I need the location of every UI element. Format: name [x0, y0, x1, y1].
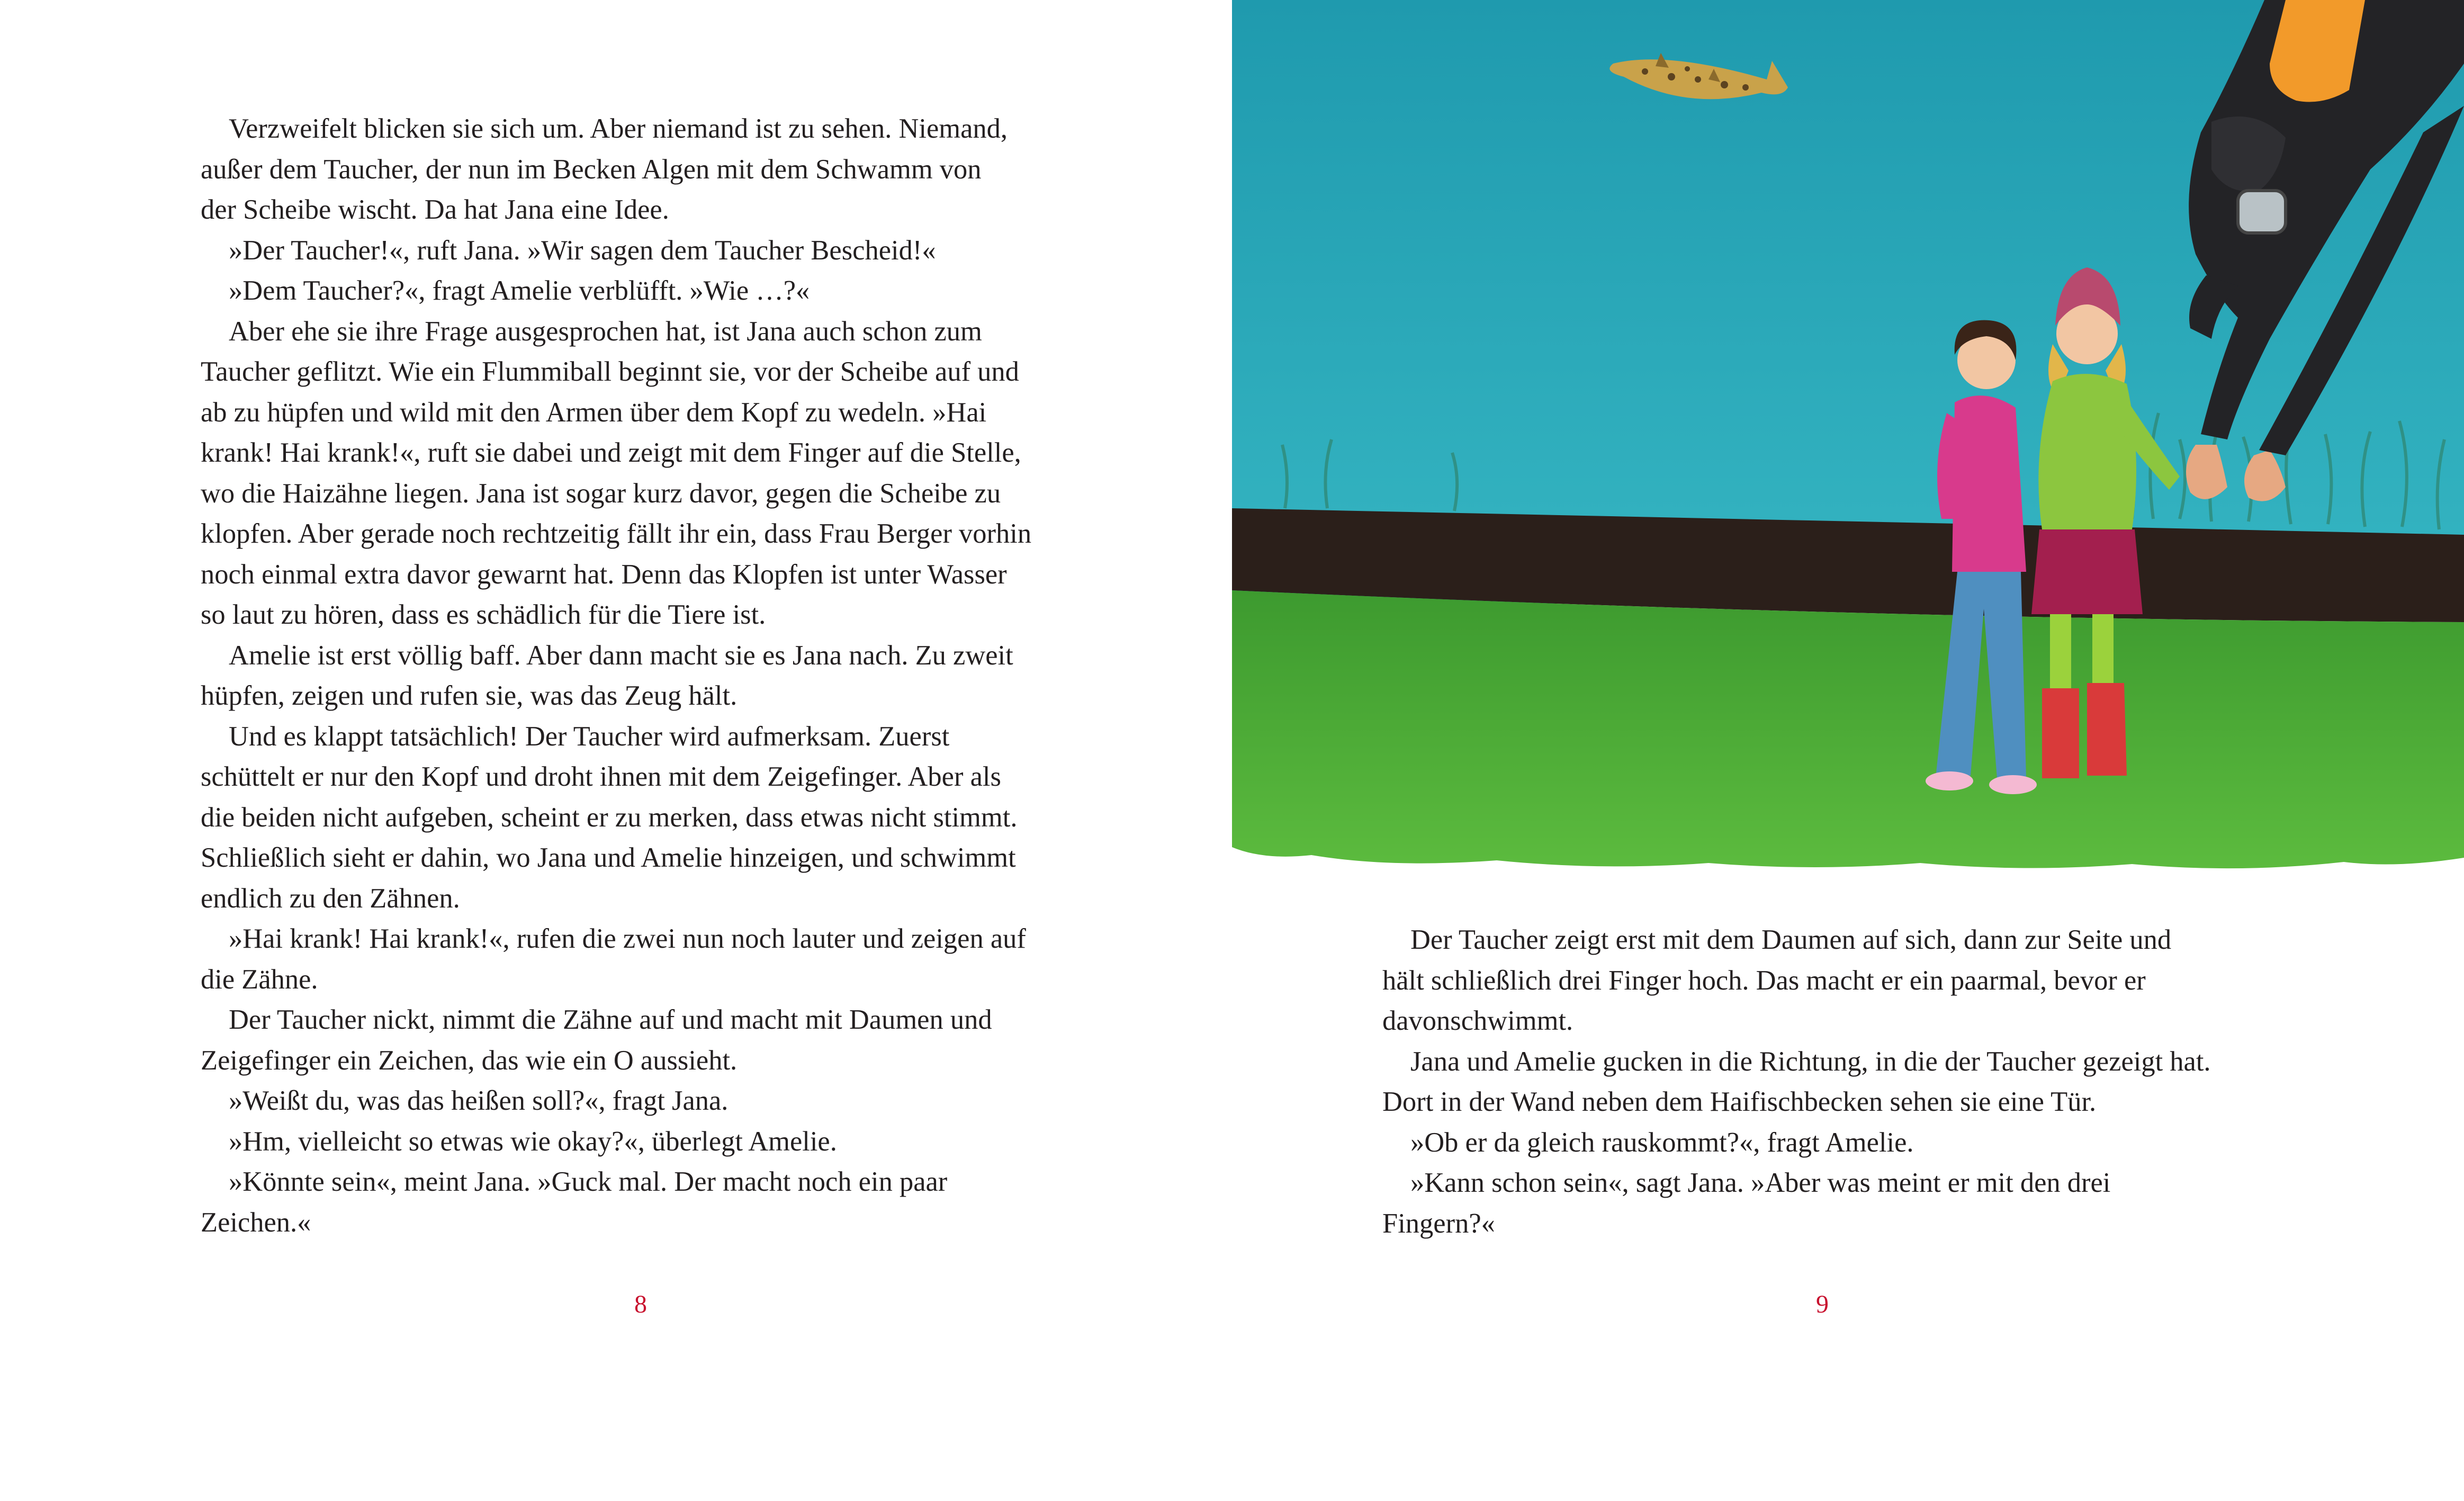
left-page-text-line: Zeichen.« — [201, 1207, 311, 1238]
right-page-text-line: davonschwimmt. — [1382, 1005, 1573, 1036]
right-page-text-line: Fingern?« — [1382, 1208, 1495, 1239]
left-page-text — [201, 109, 1031, 1243]
left-page-text-line: »Hai krank! Hai krank!«, rufen die zwei nun noch lauter und zeigen auf — [229, 923, 1026, 954]
left-page-text-line: Zeigefinger ein Zeichen, das wie ein O aussieht. — [201, 1045, 738, 1076]
left-page-text-line: die beiden nicht aufgeben, scheint er zu merken, dass etwas nicht stimmt. — [201, 802, 1018, 833]
left-page-text-line: Aber ehe sie ihre Frage ausgesprochen hat, ist Jana auch schon zum — [229, 316, 982, 347]
left-page-text-line: »Könnte sein«, meint Jana. »Guck mal. Der macht noch ein paar — [229, 1166, 948, 1197]
left-page-text-line: klopfen. Aber gerade noch rechtzeitig fällt ihr ein, dass Frau Berger vorhin — [201, 518, 1032, 549]
left-page-text-line: die Zähne. — [201, 964, 318, 995]
right-page-text-line: Dort in der Wand neben dem Haifischbecken sehen sie eine Tür. — [1382, 1086, 2097, 1117]
right-page-text-line: hält schließlich drei Finger hoch. Das macht er ein paarmal, bevor er — [1382, 965, 2146, 996]
left-page-text-line: »Dem Taucher?«, fragt Amelie verblüfft. »Wie …?« — [229, 275, 810, 306]
left-page-text-line: »Weißt du, was das heißen soll?«, fragt Jana. — [229, 1085, 729, 1116]
left-page-text-line: endlich zu den Zähnen. — [201, 883, 460, 914]
left-page-text-line: krank! Hai krank!«, ruft sie dabei und zeigt mit dem Finger auf die Stelle, — [201, 437, 1021, 468]
right-page-text-line: Jana und Amelie gucken in die Richtung, in die der Taucher gezeigt hat. — [1410, 1046, 2211, 1077]
left-page-text-line: Der Taucher nickt, nimmt die Zähne auf und macht mit Daumen und — [229, 1004, 992, 1035]
left-page-text-line: wo die Haizähne liegen. Jana ist sogar kurz davor, gegen die Scheibe zu — [201, 478, 1001, 509]
left-page-text-line: »Der Taucher!«, ruft Jana. »Wir sagen dem Taucher Bescheid!« — [229, 235, 936, 266]
left-page-text-line: hüpfen, zeigen und rufen sie, was das Zeug hält. — [201, 680, 738, 711]
left-page-text-line: noch einmal extra davor gewarnt hat. Denn das Klopfen ist unter Wasser — [201, 559, 1007, 590]
right-page-text-line: »Kann schon sein«, sagt Jana. »Aber was meint er mit den drei — [1410, 1167, 2111, 1198]
left-page-text-line: »Hm, vielleicht so etwas wie okay?«, überlegt Amelie. — [229, 1126, 837, 1157]
right-page-text — [1382, 920, 2211, 1244]
left-page-text-line: Taucher geflitzt. Wie ein Flummiball beginnt sie, vor der Scheibe auf und — [201, 356, 1019, 387]
left-page-text-line: außer dem Taucher, der nun im Becken Algen mit dem Schwamm von — [201, 154, 982, 185]
left-page-text-line: Schließlich sieht er dahin, wo Jana und Amelie hinzeigen, und schwimmt — [201, 842, 1016, 873]
right-page-text-line: Der Taucher zeigt erst mit dem Daumen auf sich, dann zur Seite und — [1410, 924, 2172, 955]
page-number-left: 8 — [634, 1290, 647, 1318]
right-page-text-line: »Ob er da gleich rauskommt?«, fragt Amelie. — [1410, 1127, 1914, 1158]
left-page-text-line: Amelie ist erst völlig baff. Aber dann macht sie es Jana nach. Zu zweit — [229, 640, 1013, 671]
aquarium-illustration — [1232, 0, 2464, 887]
left-page-text-line: der Scheibe wischt. Da hat Jana eine Idee. — [201, 194, 669, 225]
left-page-text-line: Und es klappt tatsächlich! Der Taucher wird aufmerksam. Zuerst — [229, 721, 950, 752]
left-page-text-line: schüttelt er nur den Kopf und droht ihnen mit dem Zeigefinger. Aber als — [201, 761, 1001, 792]
right-page — [1232, 0, 2464, 1501]
left-page-text-line: so laut zu hören, dass es schädlich für die Tiere ist. — [201, 599, 766, 630]
left-page-text-line: ab zu hüpfen und wild mit den Armen über dem Kopf zu wedeln. »Hai — [201, 397, 987, 428]
page-number-right: 9 — [1816, 1290, 1829, 1318]
left-page-text-line: Verzweifelt blicken sie sich um. Aber niemand ist zu sehen. Niemand, — [229, 113, 1008, 144]
